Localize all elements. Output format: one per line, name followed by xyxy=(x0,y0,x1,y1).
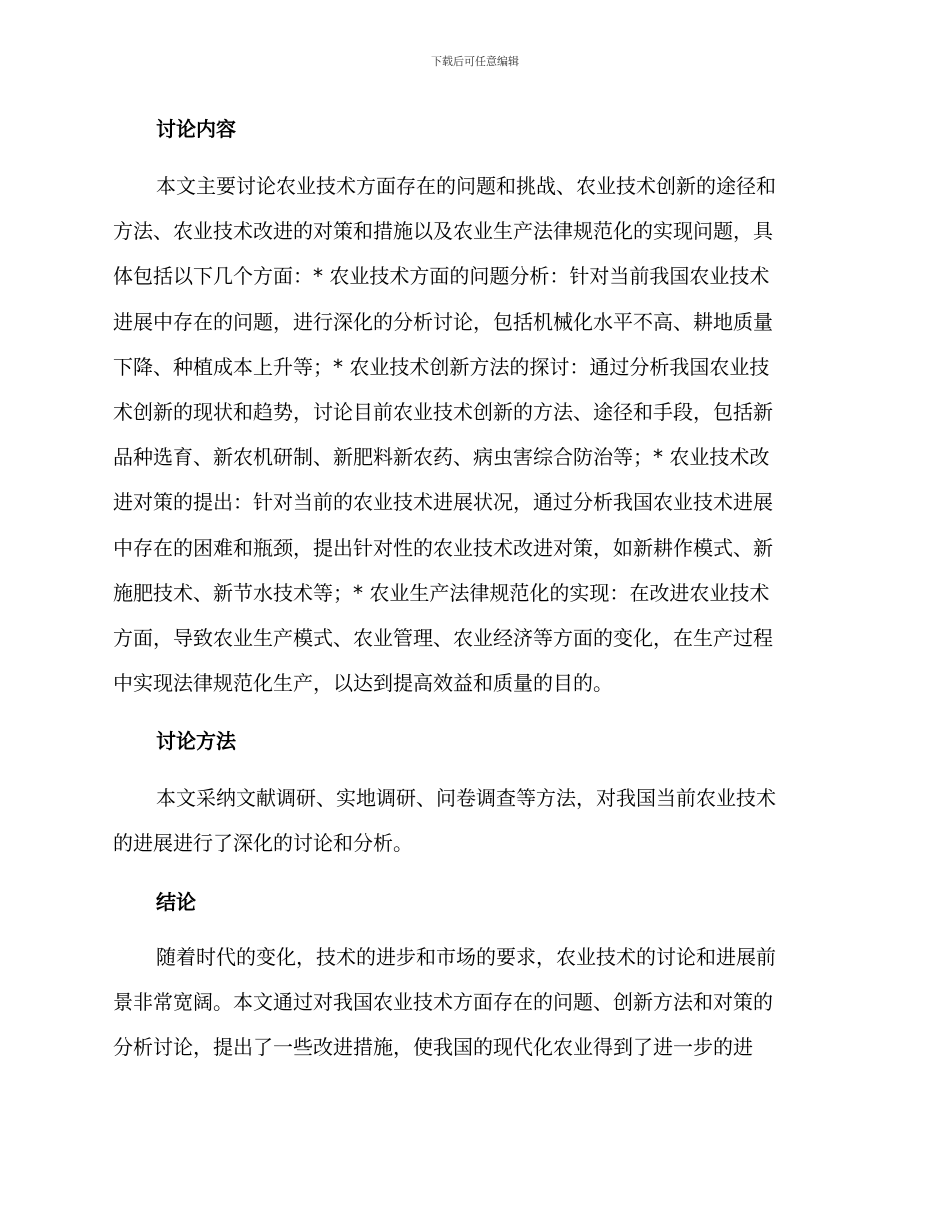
paragraph-line: 方法、农业技术改进的对策和措施以及农业生产法律规范化的实现问题，具 xyxy=(113,219,773,244)
paragraph-line: 进对策的提出：针对当前的农业技术进展状况，通过分析我国农业技术进展 xyxy=(113,490,773,515)
paragraph-line: 中实现法律规范化生产，以达到提高效益和质量的目的。 xyxy=(113,671,613,696)
section-heading-discussion-method: 讨论方法 xyxy=(156,729,236,754)
paragraph-line: 品种选育、新农机研制、新肥料新农药、病虫害综合防治等；* 农业技术改 xyxy=(113,445,770,470)
paragraph-line: 方面，导致农业生产模式、农业管理、农业经济等方面的变化，在生产过程 xyxy=(113,625,773,650)
document-body xyxy=(113,106,831,1070)
paragraph-discussion-method xyxy=(113,776,831,866)
paragraph-line: 进展中存在的问题，进行深化的分析讨论，包括机械化水平不高、耕地质量 xyxy=(113,309,773,334)
paragraph-line: 下降、种植成本上升等；* 农业技术创新方法的探讨：通过分析我国农业技 xyxy=(113,354,770,379)
paragraph-conclusion xyxy=(113,935,831,1071)
paragraph-line: 本文主要讨论农业技术方面存在的问题和挑战、农业技术创新的途径和 xyxy=(156,174,776,198)
paragraph-line: 分析讨论，提出了一些改进措施，使我国的现代化农业得到了进一步的进 xyxy=(113,1035,753,1059)
section-heading-conclusion: 结论 xyxy=(156,889,196,914)
paragraph-line: 术创新的现状和趋势，讨论目前农业技术创新的方法、途径和手段，包括新 xyxy=(113,399,773,424)
paragraph-line: 中存在的困难和瓶颈，提出针对性的农业技术改进对策，如新耕作模式、新 xyxy=(113,535,773,560)
paragraph-line: 体包括以下几个方面：* 农业技术方面的问题分析：针对当前我国农业技术 xyxy=(113,264,770,289)
paragraph-line: 本文采纳文献调研、实地调研、问卷调查等方法，对我国当前农业技术 xyxy=(156,786,776,811)
paragraph-line: 的进展进行了深化的讨论和分析。 xyxy=(113,831,413,856)
paragraph-line: 景非常宽阔。本文通过对我国农业技术方面存在的问题、创新方法和对策的 xyxy=(113,989,773,1014)
section-heading-discussion-content: 讨论内容 xyxy=(156,117,236,141)
paragraph-line: 施肥技术、新节水技术等；* 农业生产法律规范化的实现：在改进农业技术 xyxy=(113,580,770,605)
page-header: 下载后可任意编辑 xyxy=(431,55,519,68)
paragraph-line: 随着时代的变化，技术的进步和市场的要求，农业技术的讨论和进展前 xyxy=(156,944,776,969)
paragraph-discussion-content xyxy=(113,164,831,706)
